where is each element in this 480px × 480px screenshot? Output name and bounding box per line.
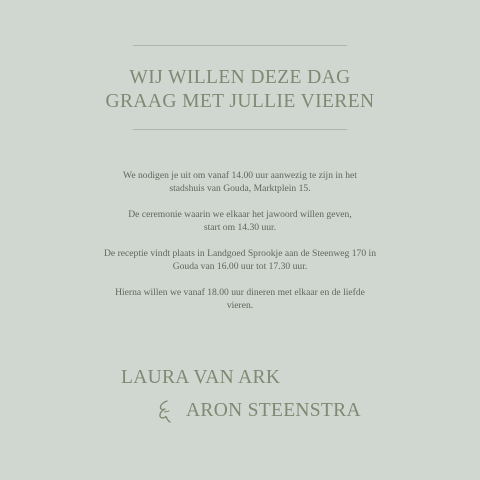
paragraph-line: We nodigen je uit om vanaf 14.00 uur aanwezig te zijn in het — [123, 170, 357, 181]
paragraph-line: Gouda van 16.00 uur tot 17.30 uur. — [172, 260, 308, 272]
ampersand-icon — [156, 398, 172, 424]
paragraph-line: vieren. — [226, 299, 254, 311]
paragraph-line: stadshuis van Gouda, Marktplein 15. — [169, 182, 311, 194]
paragraph-reception — [60, 248, 420, 273]
second-name: ARON STEENSTRA — [186, 400, 361, 421]
paragraph-line: De receptie vindt plaats in Landgoed Sprookje aan de Steenweg 170 in — [103, 248, 376, 259]
first-name: LAURA VAN ARK — [121, 367, 281, 388]
paragraph-invitation — [60, 170, 420, 195]
paragraph-line: start om 14.30 uur. — [203, 221, 277, 233]
paragraph-line: Hierna willen we vanaf 18.00 uur dineren met elkaar en de liefde — [115, 287, 365, 298]
heading-line-2: GRAAG MET JULLIE VIEREN — [105, 91, 375, 112]
bottom-divider — [133, 129, 347, 130]
paragraph-ceremony — [60, 209, 420, 234]
paragraph-dinner — [60, 287, 420, 312]
heading-line-1: WIJ WILLEN DEZE DAG — [129, 67, 351, 88]
paragraph-line: De ceremonie waarin we elkaar het jawoord willen geven, — [128, 209, 352, 220]
top-divider — [133, 45, 347, 46]
